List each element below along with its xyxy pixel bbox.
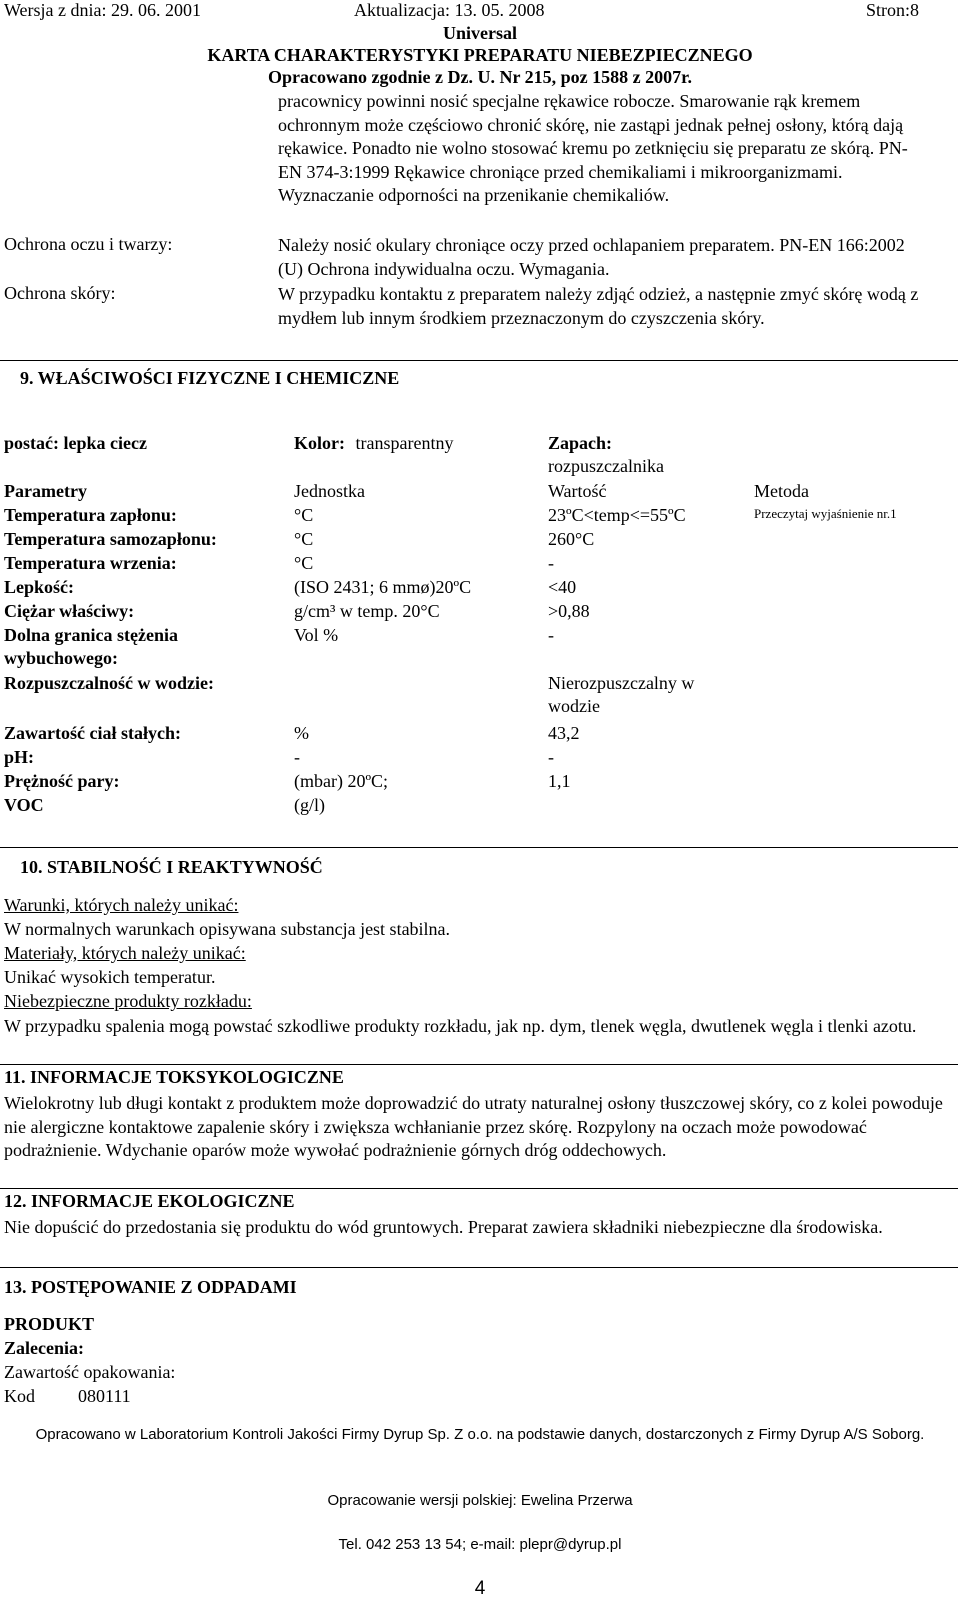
col-header-value: Wartość: [548, 481, 607, 501]
row-param: Dolna granica stężenia wybuchowego:: [4, 625, 178, 668]
form-label: postać: lepka ciecz: [4, 433, 147, 453]
header-update: Aktualizacja: 13. 05. 2008: [354, 0, 545, 20]
package-label: Zawartość opakowania:: [4, 1362, 176, 1382]
color-value: transparentny: [355, 433, 454, 453]
section10-title: 10. STABILNOŚĆ I REAKTYWNOŚĆ: [20, 857, 323, 877]
row-unit: (ISO 2431; 6 mmø)20ºC: [294, 577, 472, 597]
avoid-materials-label: Materiały, których należy unikać:: [4, 943, 246, 963]
row-method: Przeczytaj wyjaśnienie nr.1: [754, 506, 897, 521]
header-version: Wersja z dnia: 29. 06. 2001: [4, 0, 202, 20]
section12-title: 12. INFORMACJE EKOLOGICZNE: [4, 1191, 295, 1211]
row-param: pH:: [4, 747, 35, 767]
avoid-conditions-text: W normalnych warunkach opisywana substancja jest stabilna.: [4, 919, 451, 939]
divider: [0, 1188, 958, 1189]
row-param: Lepkość:: [4, 577, 75, 597]
avoid-materials-text: Unikać wysokich temperatur.: [4, 967, 216, 987]
col-header-param: Parametry: [4, 481, 87, 501]
divider: [0, 847, 958, 848]
col-header-method: Metoda: [754, 481, 809, 501]
row-value: 1,1: [548, 771, 571, 791]
row-value: Nierozpuszczalny w wodzie: [548, 673, 695, 716]
code-value: 080111: [78, 1386, 131, 1406]
odor-value: rozpuszczalnika: [548, 456, 664, 476]
row-value: -: [548, 553, 554, 573]
row-param: Zawartość ciał stałych:: [4, 723, 181, 743]
row-param: Prężność pary:: [4, 771, 120, 791]
footer-translation: Opracowanie wersji polskiej: Ewelina Przerwa: [327, 1492, 633, 1509]
row-value: >0,88: [548, 601, 590, 621]
section13-title: 13. POSTĘPOWANIE Z ODPADAMI: [4, 1277, 297, 1297]
footer-lab-text: Opracowano w Laboratorium Kontroli Jakości Firmy Dyrup Sp. Z o.o. na podstawie danych, dostarczonych z Firmy Dyrup A/S Soborg.: [35, 1426, 925, 1443]
row-param: Temperatura samozapłonu:: [4, 529, 217, 549]
row-unit: Vol %: [294, 625, 339, 645]
row-unit: (g/l): [294, 795, 325, 815]
odor-label: Zapach:: [548, 433, 613, 453]
hazardous-products-label: Niebezpieczne produkty rozkładu:: [4, 991, 252, 1011]
footer-contact: Tel. 042 253 13 54; e-mail: plepr@dyrup.pl: [338, 1536, 622, 1553]
row-value: 260°C: [548, 529, 595, 549]
row-param: Rozpuszczalność w wodzie:: [4, 673, 214, 693]
row-param: Ciężar właściwy:: [4, 601, 135, 621]
row-unit: (mbar) 20ºC;: [294, 771, 389, 791]
skin-protection-label: Ochrona skóry:: [4, 283, 116, 303]
row-unit: %: [294, 723, 309, 743]
divider: [0, 1267, 958, 1268]
hand-protection-text: pracownicy powinni nosić specjalne rękawice robocze. Smarowanie rąk kremem ochronnym może częściowo chronić skórę, nie zastąpi jednak pełnej osłony, którą dają rękawice. Ponadto nie wolno stosować kremu po zetknięciu się preparatu ze skórą. PN-EN 374-3:1999 Rękawice chroniące przed chemikaliami i mikroorganizmami. Wyznaczanie odporności na przenikanie chemikaliów.: [278, 91, 908, 205]
header-pages: Stron:8: [866, 0, 920, 20]
eye-protection-text: Należy nosić okulary chroniące oczy przed ochlapaniem preparatem. PN-EN 166:2002 (U) Ochrona indywidualna oczu. Wymagania.: [278, 235, 905, 279]
row-value: <40: [548, 577, 577, 597]
code-label: Kod: [4, 1386, 35, 1406]
row-value: -: [548, 747, 554, 767]
section12-text: Nie dopuścić do przedostania się produktu do wód gruntowych. Preparat zawiera składniki niebezpieczne dla środowiska.: [4, 1217, 883, 1237]
divider: [0, 1064, 958, 1065]
section11-text: Wielokrotny lub długi kontakt z produktem może doprowadzić do utraty naturalnej osłony tłuszczowej skóry, co z kolei powoduje nie alergiczne kontaktowe zapalenie skóry i zwiększa wchłanianie przez skórę. Rozpylony na oczach może powodować podrażnienie. Wdychanie oparów może wywołać podrażnienie górnych dróg oddechowych.: [4, 1093, 943, 1160]
header-doc-title: KARTA CHARAKTERYSTYKI PREPARATU NIEBEZPIECZNEGO: [207, 45, 753, 65]
color-field: [294, 433, 453, 454]
row-unit: g/cm³ w temp. 20°C: [294, 601, 440, 621]
eye-protection-label: Ochrona oczu i twarzy:: [4, 234, 173, 254]
row-value: 43,2: [548, 723, 580, 743]
color-label: Kolor:: [294, 433, 345, 453]
row-param: VOC: [4, 795, 44, 815]
skin-protection-text: W przypadku kontaktu z preparatem należy zdjąć odzież, a następnie zmyć skórę wodą z mydłem lub innym środkiem przeznaczonym do czyszczenia skóry.: [278, 284, 919, 328]
row-unit: °C: [294, 529, 314, 549]
hazardous-products-text: W przypadku spalenia mogą powstać szkodliwe produkty rozkładu, jak np. dym, tlenek węgla, dwutlenek węgla i tlenki azotu.: [4, 1016, 917, 1036]
row-value: 23ºC<temp<=55ºC: [548, 505, 686, 525]
section11-title: 11. INFORMACJE TOKSYKOLOGICZNE: [4, 1067, 344, 1087]
divider: [0, 360, 958, 361]
header-product: Universal: [443, 23, 517, 43]
product-label: PRODUKT: [4, 1314, 94, 1334]
row-unit: -: [294, 747, 300, 767]
row-param: Temperatura wrzenia:: [4, 553, 177, 573]
row-param: Temperatura zapłonu:: [4, 505, 177, 525]
page-number: 4: [474, 1578, 486, 1599]
row-unit: °C: [294, 553, 314, 573]
avoid-conditions-label: Warunki, których należy unikać:: [4, 895, 239, 915]
row-unit: °C: [294, 505, 314, 525]
row-value: -: [548, 625, 554, 645]
col-header-unit: Jednostka: [294, 481, 365, 501]
recommend-label: Zalecenia:: [4, 1338, 84, 1358]
header-regulation: Opracowano zgodnie z Dz. U. Nr 215, poz 1588 z 2007r.: [268, 67, 692, 87]
section9-title: 9. WŁAŚCIWOŚCI FIZYCZNE I CHEMICZNE: [20, 368, 400, 388]
